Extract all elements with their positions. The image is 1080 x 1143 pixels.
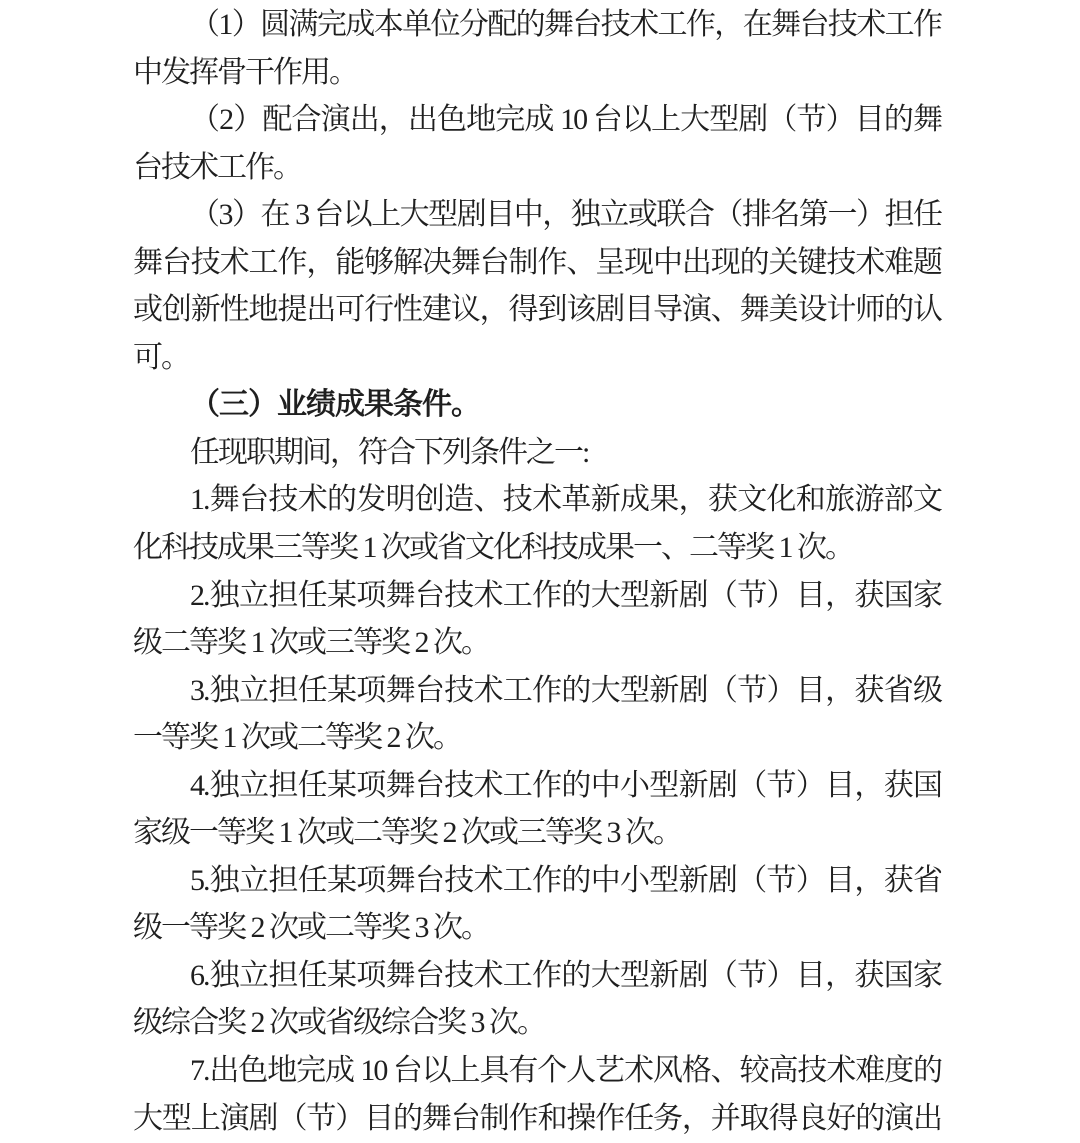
- text-line: （1）圆满完成本单位分配的舞台技术工作，在舞台技术工作: [190, 8, 941, 41]
- text-line: 可。: [133, 340, 189, 374]
- text-line: 3.独立担任某项舞台技术工作的大型新剧（节）目，获省级: [190, 673, 941, 707]
- section-heading: （三）业绩成果条件。: [190, 388, 480, 422]
- text-line: 级综合奖 2 次或省级综合奖 3 次。: [133, 1006, 545, 1040]
- text-line: （2）配合演出，出色地完成 10 台以上大型剧（节）目的舞: [190, 103, 941, 137]
- text-line: （3）在 3 台以上大型剧目中，独立或联合（排名第一）担任: [190, 198, 941, 232]
- text-line: 2.独立担任某项舞台技术工作的大型新剧（节）目，获国家: [190, 578, 941, 612]
- text-line: 大型上演剧（节）目的舞台制作和操作任务，并取得良好的演出: [133, 1101, 941, 1135]
- text-line: 舞台技术工作，能够解决舞台制作、呈现中出现的关键技术难题: [133, 245, 941, 279]
- text-line: 级二等奖 1 次或三等奖 2 次。: [133, 626, 489, 660]
- text-line: 5.独立担任某项舞台技术工作的中小型新剧（节）目，获省: [190, 863, 941, 897]
- text-line: 或创新性地提出可行性建议，得到该剧目导演、舞美设计师的认: [133, 293, 941, 327]
- text-line: 台技术工作。: [133, 150, 301, 184]
- text-line: 级一等奖 2 次或二等奖 3 次。: [133, 911, 489, 945]
- text-line: 4.独立担任某项舞台技术工作的中小型新剧（节）目，获国: [190, 768, 941, 802]
- text-line: 任现职期间，符合下列条件之一:: [190, 435, 589, 469]
- text-line: 化科技成果三等奖 1 次或省文化科技成果一、二等奖 1 次。: [133, 531, 853, 565]
- text-line: 中发挥骨干作用。: [133, 55, 357, 89]
- text-line: 家级一等奖 1 次或二等奖 2 次或三等奖 3 次。: [133, 816, 681, 850]
- text-block: [133, 1, 941, 1142]
- text-line: 7.出色地完成 10 台以上具有个人艺术风格、较高技术难度的: [190, 1054, 941, 1088]
- text-line: 6.独立担任某项舞台技术工作的大型新剧（节）目，获国家: [190, 958, 941, 992]
- text-line: 1.舞台技术的发明创造、技术革新成果，获文化和旅游部文: [190, 483, 941, 517]
- text-line: 一等奖 1 次或二等奖 2 次。: [133, 721, 461, 755]
